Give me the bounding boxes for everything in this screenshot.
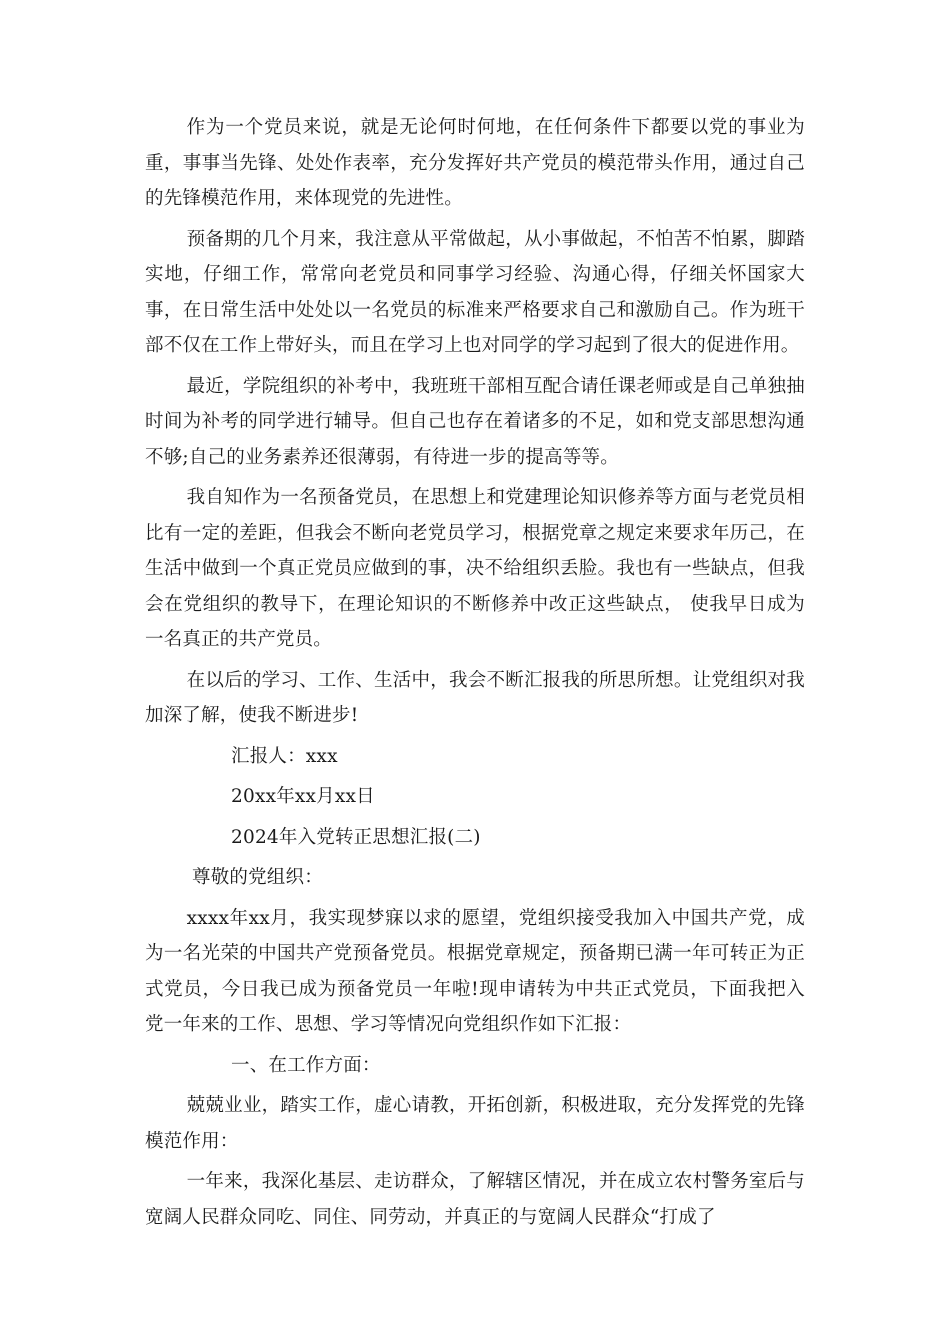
heading-work-aspect: 一、在工作方面：	[231, 1054, 381, 1076]
document-page	[145, 110, 805, 1240]
salutation: 尊敬的党组织：	[192, 867, 323, 888]
paragraph-makeup-exam: 最近，学院组织的补考中，我班班干部相互配合请任课老师或是自己单独抽时间为补考的同学进行辅导。但自己也存在着诸多的不足，如和党支部思想沟通不够;自己的业务素养还很薄弱，有待进一步的提高等等。	[145, 375, 805, 468]
paragraph-diligent-work: 兢兢业业，踏实工作，虚心请教，开拓创新，积极进取，充分发挥党的先锋模范作用：	[145, 1095, 805, 1152]
paragraph-joining-party: xxxx年xx月，我实现梦寐以求的愿望，党组织接受我加入中国共产党，成为一名光荣的中国共产党预备党员。根据党章规定，预备期已满一年可转正为正式党员，今日我已成为预备党员一年啦!现申请转为中共正式党员，下面我把入党一年来的工作、思想、学习等情况向党组织作如下汇报：	[145, 907, 805, 1035]
reporter-line: 汇报人：xxx	[231, 745, 338, 767]
date-line: 20xx年xx月xx日	[231, 786, 375, 807]
paragraph-self-awareness: 我自知作为一名预备党员，在思想上和党建理论知识修养等方面与老党员相比有一定的差距，但我会不断向老党员学习，根据党章之规定来要求年历己，在生活中做到一个真正党员应做到的事，决不给组织丢脸。我也有一些缺点，但我会在党组织的教导下，在理论知识的不断修养中改正这些缺点， 使我早日成为一名真正的共产党员。	[145, 487, 805, 650]
paragraph-grassroots: 一年来，我深化基层、走访群众，了解辖区情况，并在成立农村警务室后与宽阔人民群众同吃、同住、同劳动，并真正的与宽阔人民群众“打成了	[145, 1171, 805, 1228]
paragraph-probation-months: 预备期的几个月来，我注意从平常做起，从小事做起，不怕苦不怕累，脚踏实地，仔细工作，常常向老党员和同事学习经验、沟通心得，仔细关怀国家大事，在日常生活中处处以一名党员的标准来严格要求自己和激励自己。作为班干部不仅在工作上带好头，而且在学习上也对同学的学习起到了很大的促进作用。	[145, 228, 805, 356]
paragraph-party-member-role: 作为一个党员来说，就是无论何时何地，在任何条件下都要以党的事业为重，事事当先锋、处处作表率，充分发挥好共产党员的模范带头作用，通过自己的先锋模范作用，来体现党的先进性。	[145, 117, 805, 209]
paragraph-future-reporting: 在以后的学习、工作、生活中，我会不断汇报我的所思所想。让党组织对我加深了解，使我不断进步!	[145, 669, 805, 726]
section-title: 2024年入党转正思想汇报(二)	[231, 826, 481, 848]
